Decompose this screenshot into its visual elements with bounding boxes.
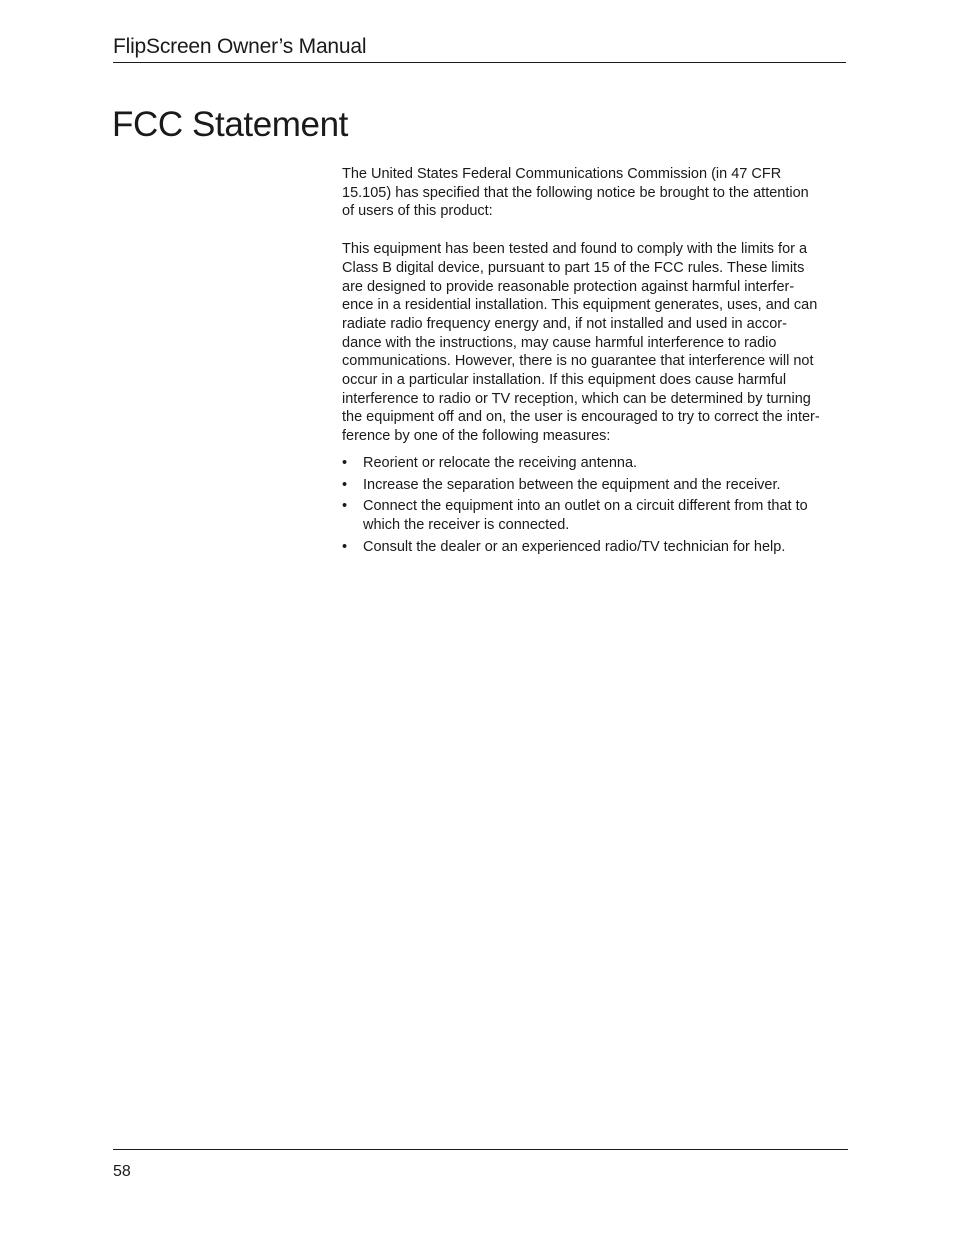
compliance-line: the equipment off and on, the user is encouraged to try to correct the inter- bbox=[342, 409, 820, 426]
list-item bbox=[342, 454, 842, 473]
compliance-line: radiate radio frequency energy and, if not installed and used in accor- bbox=[342, 315, 787, 332]
list-item-text: Reorient or relocate the receiving antenna. bbox=[363, 454, 638, 471]
compliance-line: occur in a particular installation. If this equipment does cause harmful bbox=[342, 372, 787, 389]
intro-paragraph bbox=[342, 165, 842, 221]
header-rule bbox=[113, 62, 846, 63]
bullet-mark: • bbox=[342, 498, 348, 515]
body-column bbox=[342, 165, 842, 559]
compliance-line: communications. However, there is no guarantee that interference will not bbox=[342, 353, 814, 370]
compliance-line: dance with the instructions, may cause harmful interference to radio bbox=[342, 334, 777, 351]
page-number: 58 bbox=[113, 1163, 131, 1180]
compliance-line: interference to radio or TV reception, which can be determined by turning bbox=[342, 390, 811, 407]
list-item-text: Increase the separation between the equipment and the receiver. bbox=[363, 476, 781, 493]
intro-line: 15.105) has specified that the following notice be brought to the attention bbox=[342, 184, 809, 201]
list-item-text: Connect the equipment into an outlet on a circuit different from that to bbox=[363, 498, 808, 515]
list-item bbox=[342, 497, 842, 534]
section-title: FCC Statement bbox=[112, 105, 348, 144]
compliance-paragraph bbox=[342, 240, 842, 446]
list-item-text: Consult the dealer or an experienced radio/TV technician for help. bbox=[363, 538, 786, 555]
list-item bbox=[342, 476, 842, 495]
bullet-mark: • bbox=[342, 476, 348, 493]
bullet-mark: • bbox=[342, 538, 348, 555]
measures-list bbox=[342, 454, 842, 557]
list-item-text: which the receiver is connected. bbox=[363, 516, 570, 533]
compliance-line: This equipment has been tested and found to comply with the limits for a bbox=[342, 241, 808, 258]
intro-line: The United States Federal Communications Commission (in 47 CFR bbox=[342, 166, 782, 182]
compliance-line: ference by one of the following measures: bbox=[342, 428, 611, 445]
running-header: FlipScreen Owner’s Manual bbox=[113, 35, 367, 58]
bullet-mark: • bbox=[342, 454, 348, 471]
list-item bbox=[342, 538, 842, 557]
compliance-line: ence in a residential installation. This equipment generates, uses, and can bbox=[342, 297, 818, 314]
compliance-line: Class B digital device, pursuant to part 15 of the FCC rules. These limits bbox=[342, 259, 805, 276]
intro-line: of users of this product: bbox=[342, 203, 493, 220]
compliance-line: are designed to provide reasonable protection against harmful interfer- bbox=[342, 278, 795, 295]
footer-rule bbox=[113, 1149, 848, 1150]
